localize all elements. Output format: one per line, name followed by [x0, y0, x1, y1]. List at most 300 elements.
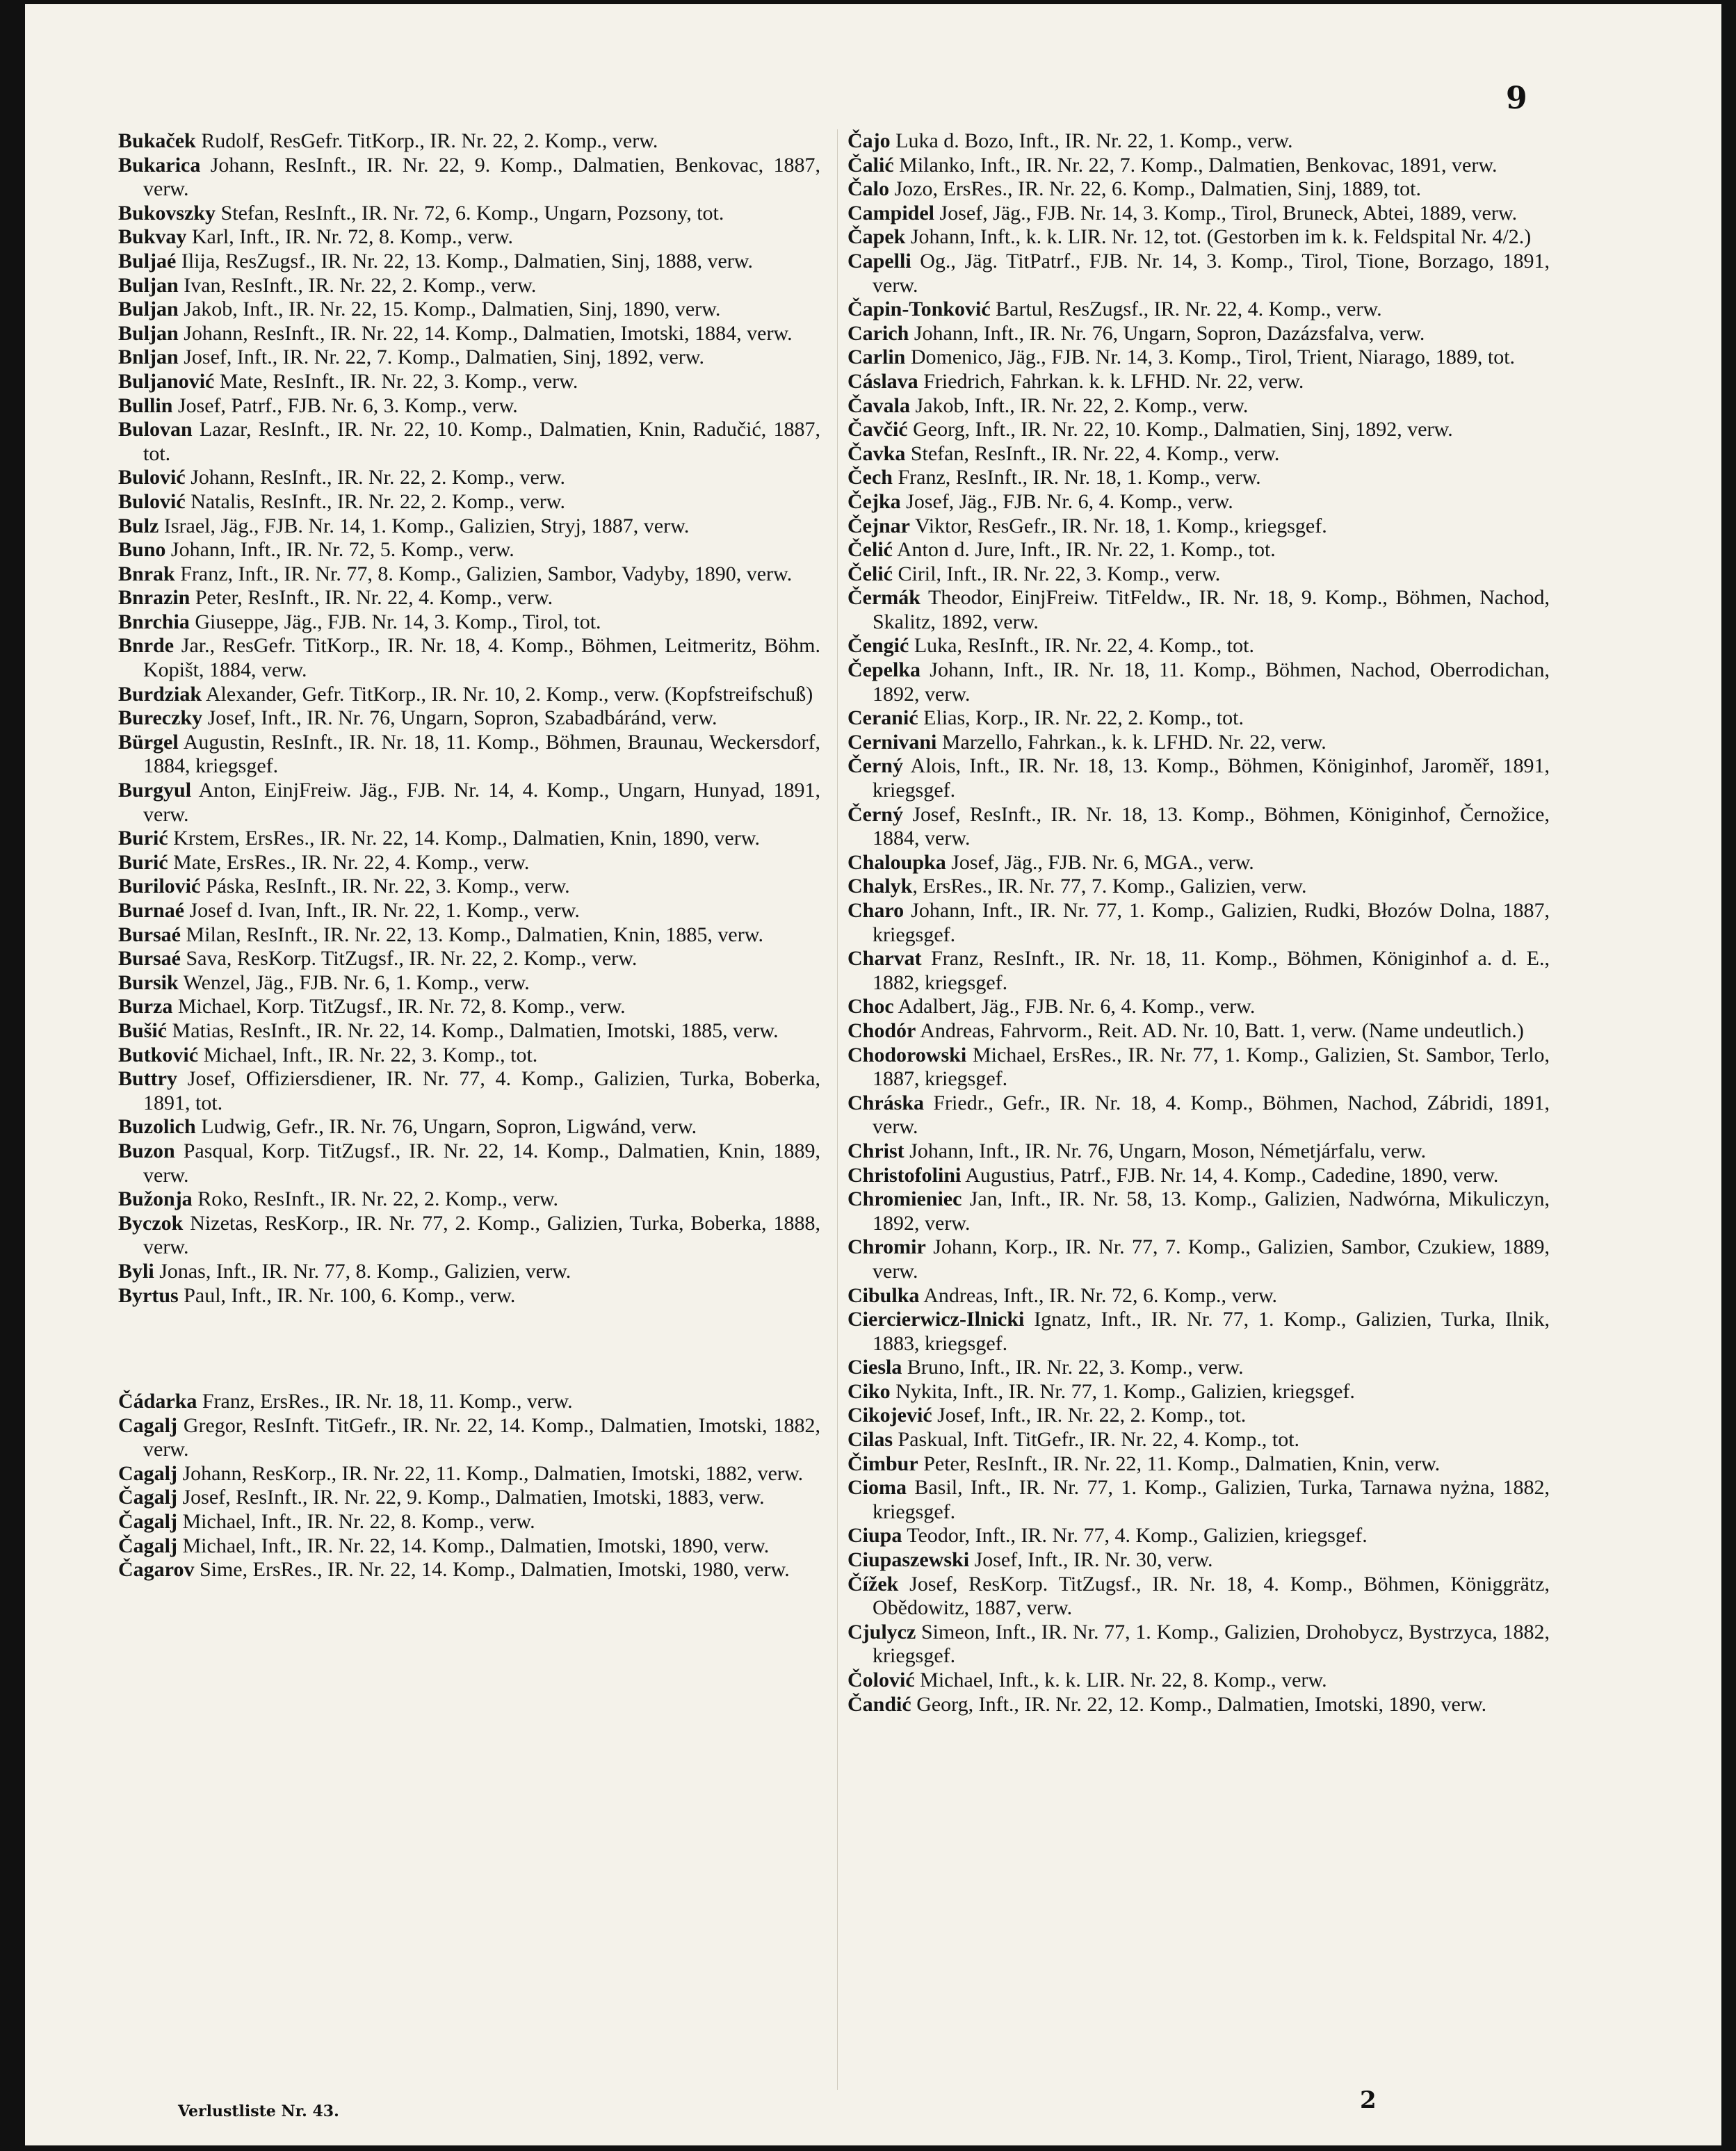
- entry-details: Michael, Inft., IR. Nr. 22, 3. Komp., tot.: [198, 1043, 538, 1066]
- entry-details: Wenzel, Jäg., FJB. Nr. 6, 1. Komp., verw.: [178, 971, 530, 994]
- entry-surname: Čádarka: [118, 1390, 197, 1413]
- casualty-entry: [847, 298, 1550, 322]
- entry-surname: Chodorowski: [847, 1043, 967, 1066]
- entry-details: Franz, ErsRes., IR. Nr. 18, 11. Komp., verw.: [197, 1390, 573, 1413]
- casualty-entry: [847, 225, 1550, 250]
- entry-details: Josef d. Ivan, Inft., IR. Nr. 22, 1. Komp., verw.: [184, 899, 580, 922]
- entry-surname: Christofolini: [847, 1163, 962, 1187]
- casualty-entry: [118, 779, 820, 827]
- entry-surname: Chodór: [847, 1018, 916, 1042]
- casualty-entry: [847, 1621, 1550, 1669]
- entry-details: Anton, EinjFreiw. Jäg., FJB. Nr. 14, 4. Komp., Ungarn, Hunyad, 1891, verw.: [143, 779, 820, 826]
- casualty-entry: [118, 1044, 820, 1068]
- entry-details: Ludwig, Gefr., IR. Nr. 76, Ungarn, Sopron, Ligwánd, verw.: [195, 1115, 697, 1139]
- entry-surname: Burza: [118, 995, 173, 1018]
- casualty-entry: [118, 322, 820, 346]
- casualty-entry: [847, 851, 1550, 875]
- entry-surname: Bnrazin: [118, 586, 190, 610]
- casualty-entry: [118, 1212, 820, 1260]
- entry-surname: Byli: [118, 1259, 154, 1283]
- entry-details: Johann, ResKorp., IR. Nr. 22, 11. Komp., Dalmatien, Imotski, 1882, verw.: [177, 1461, 804, 1485]
- scanned-page: [25, 4, 1721, 2145]
- entry-details: Ivan, ResInft., IR. Nr. 22, 2. Komp., verw.: [178, 273, 537, 297]
- entry-details: Karl, Inft., IR. Nr. 72, 8. Komp., verw.: [186, 225, 514, 249]
- entry-details: Augustin, ResInft., IR. Nr. 18, 11. Komp., Böhmen, Braunau, Weckersdorf, 1884, kriegsgef.: [143, 730, 820, 778]
- casualty-entry: [118, 1260, 820, 1284]
- entry-surname: Burić: [118, 827, 168, 850]
- footer-note: Verlustliste Nr. 43.: [178, 2102, 339, 2120]
- entry-details: Teodor, Inft., IR. Nr. 77, 4. Komp., Galizien, kriegsgef.: [902, 1524, 1368, 1548]
- entry-details: Ignatz, Inft., IR. Nr. 77, 1. Komp., Galizien, Turka, Ilnik, 1883, kriegsgef.: [873, 1308, 1550, 1355]
- entry-details: Ilija, ResZugsf., IR. Nr. 22, 13. Komp., Dalmatien, Sinj, 1888, verw.: [176, 249, 753, 273]
- casualty-entry: [118, 1534, 820, 1559]
- entry-details: Michael, Korp. TitZugsf., IR. Nr. 72, 8. Komp., verw.: [172, 995, 626, 1018]
- entry-details: Jar., ResGefr. TitKorp., IR. Nr. 18, 4. Komp., Böhmen, Leitmeritz, Böhm. Kopišt, 1884, verw.: [143, 634, 820, 682]
- casualty-entry: [118, 1558, 820, 1582]
- casualty-entry: [118, 899, 820, 923]
- entry-surname: Čagalj: [118, 1510, 177, 1534]
- casualty-entry: [847, 1235, 1550, 1283]
- entry-details: Josef, ResInft., IR. Nr. 18, 13. Komp., Böhmen, Königinhof, Černožice, 1884, verw.: [873, 802, 1550, 850]
- entry-details: Lazar, ResInft., IR. Nr. 22, 10. Komp., Dalmatien, Knin, Radučić, 1887, tot.: [143, 418, 820, 465]
- casualty-entry: [118, 154, 820, 202]
- entry-surname: Čavčić: [847, 418, 908, 441]
- entry-details: Friedr., Gefr., IR. Nr. 18, 4. Komp., Böhmen, Nachod, Zábridi, 1891, verw.: [873, 1091, 1550, 1139]
- entry-surname: Carlin: [847, 346, 906, 369]
- entry-surname: Čížek: [847, 1572, 899, 1596]
- entry-details: Josef, Jäg., FJB. Nr. 6, MGA., verw.: [946, 850, 1254, 874]
- casualty-entry: [847, 562, 1550, 587]
- entry-details: Michael, Inft., IR. Nr. 22, 14. Komp., Dalmatien, Imotski, 1890, verw.: [177, 1534, 770, 1557]
- entry-surname: Čalo: [847, 177, 889, 201]
- entry-details: Luka, ResInft., IR. Nr. 22, 4. Komp., tot.: [909, 634, 1254, 658]
- entry-details: Adalbert, Jäg., FJB. Nr. 6, 4. Komp., verw.: [893, 995, 1256, 1018]
- casualty-entry: [118, 1510, 820, 1534]
- casualty-entry: [847, 250, 1550, 298]
- entry-surname: Choc: [847, 995, 894, 1018]
- casualty-entry: [847, 1019, 1550, 1044]
- entry-details: Johann, ResInft., IR. Nr. 22, 14. Komp., Dalmatien, Imotski, 1884, verw.: [178, 321, 793, 345]
- entry-details: Friedrich, Fahrkan. k. k. LFHD. Nr. 22, verw.: [918, 369, 1304, 393]
- entry-surname: Charo: [847, 899, 904, 922]
- casualty-entry: [847, 1476, 1550, 1524]
- casualty-entry: [118, 827, 820, 851]
- entry-details: Luka d. Bozo, Inft., IR. Nr. 22, 1. Komp., verw.: [890, 129, 1293, 152]
- entry-details: Milanko, Inft., IR. Nr. 22, 7. Komp., Dalmatien, Benkovac, 1891, verw.: [893, 153, 1498, 177]
- casualty-entry: [847, 803, 1550, 851]
- casualty-entry: [847, 346, 1550, 370]
- entry-surname: Čengić: [847, 634, 909, 658]
- entry-surname: Čapin-Tonković: [847, 298, 991, 321]
- casualty-entry: [847, 899, 1550, 947]
- entry-details: Franz, Inft., IR. Nr. 77, 8. Komp., Galizien, Sambor, Vadyby, 1890, verw.: [175, 562, 793, 585]
- casualty-entry: [847, 418, 1550, 442]
- entry-surname: Ceranić: [847, 706, 918, 730]
- entry-details: Mate, ErsRes., IR. Nr. 22, 4. Komp., verw.: [168, 850, 530, 874]
- entry-details: Johann, Inft., k. k. LIR. Nr. 12, tot. (Gestorben im k. k. Feldspital Nr. 4/2.): [905, 225, 1532, 249]
- entry-surname: Chalyk: [847, 875, 913, 898]
- entry-details: Pasqual, Korp. TitZugsf., IR. Nr. 22, 14. Komp., Dalmatien, Knin, 1889, verw.: [143, 1139, 820, 1187]
- entry-surname: Butković: [118, 1043, 199, 1066]
- entry-details: Natalis, ResInft., IR. Nr. 22, 2. Komp., verw.: [185, 489, 566, 513]
- entry-details: Theodor, EinjFreiw. TitFeldw., IR. Nr. 18, 9. Komp., Böhmen, Nachod, Skalitz, 1892, verw.: [873, 586, 1550, 633]
- entry-details: Franz, ResInft., IR. Nr. 18, 1. Komp., verw.: [892, 466, 1261, 489]
- entry-surname: Čajo: [847, 129, 891, 152]
- casualty-entry: [118, 731, 820, 779]
- entry-surname: Bursik: [118, 971, 179, 994]
- casualty-entry: [118, 1139, 820, 1187]
- casualty-entry: [847, 442, 1550, 466]
- entry-surname: Bnrak: [118, 562, 175, 585]
- entry-surname: Bursaé: [118, 947, 181, 971]
- entry-surname: Černý: [847, 754, 903, 778]
- casualty-entry: [118, 1414, 820, 1462]
- entry-surname: Christ: [847, 1139, 904, 1162]
- entry-surname: Bnrchia: [118, 610, 190, 633]
- casualty-entry: [847, 1404, 1550, 1428]
- entry-surname: Čejka: [847, 489, 901, 513]
- entry-surname: Buttry: [118, 1067, 177, 1091]
- entry-details: Basil, Inft., IR. Nr. 77, 1. Komp., Galizien, Turka, Tarnawa nyżna, 1882, kriegsgef.: [873, 1476, 1550, 1523]
- entry-surname: Burnaé: [118, 899, 185, 922]
- entry-details: Jozo, ErsRes., IR. Nr. 22, 6. Komp., Dalmatien, Sinj, 1889, tot.: [889, 177, 1421, 201]
- entry-surname: Chromieniec: [847, 1187, 962, 1211]
- entry-details: Josef, Patrf., FJB. Nr. 6, 3. Komp., verw.: [172, 393, 518, 417]
- casualty-entry: [847, 1308, 1550, 1356]
- left-column: [118, 129, 820, 1582]
- casualty-entry: [847, 1452, 1550, 1477]
- entry-surname: Čagalj: [118, 1534, 177, 1557]
- entry-details: Alois, Inft., IR. Nr. 18, 13. Komp., Böhmen, Königinhof, Jaroměř, 1891, kriegsgef.: [873, 754, 1550, 802]
- casualty-entry: [847, 129, 1550, 154]
- entry-surname: Cernivani: [847, 730, 937, 754]
- entry-details: Josef, Jäg., FJB. Nr. 6, 4. Komp., verw.: [900, 489, 1233, 513]
- entry-details: Josef, Inft., IR. Nr. 30, verw.: [969, 1548, 1213, 1572]
- entry-surname: Cioma: [847, 1476, 907, 1500]
- entry-details: Jakob, Inft., IR. Nr. 22, 2. Komp., verw.: [910, 393, 1249, 417]
- casualty-entry: [847, 1428, 1550, 1452]
- casualty-entry: [847, 394, 1550, 419]
- entry-surname: Capelli: [847, 249, 911, 273]
- casualty-entry: [118, 562, 820, 587]
- entry-surname: Čelić: [847, 562, 893, 585]
- right-column: [847, 129, 1550, 1716]
- entry-details: Domenico, Jäg., FJB. Nr. 14, 3. Komp., Tirol, Trient, Niarago, 1889, tot.: [905, 346, 1516, 369]
- casualty-entry: [118, 875, 820, 899]
- entry-details: Rudolf, ResGefr. TitKorp., IR. Nr. 22, 2. Komp., verw.: [195, 129, 658, 152]
- entry-surname: Cibulka: [847, 1283, 920, 1307]
- entry-surname: Bukvay: [118, 225, 187, 249]
- entry-surname: Bulović: [118, 466, 186, 489]
- entry-surname: Cagalj: [118, 1461, 177, 1485]
- entry-surname: Čolović: [847, 1669, 915, 1691]
- casualty-entry: [847, 154, 1550, 178]
- casualty-entry: [847, 1669, 1550, 1693]
- entry-surname: Bukarica: [118, 153, 201, 177]
- entry-details: Gregor, ResInft. TitGefr., IR. Nr. 22, 14. Komp., Dalmatien, Imotski, 1882, verw.: [143, 1413, 820, 1461]
- entry-surname: Burdziak: [118, 682, 202, 706]
- casualty-entry: [847, 1091, 1550, 1139]
- casualty-entry: [118, 274, 820, 298]
- entry-details: Michael, ErsRes., IR. Nr. 77, 1. Komp., Galizien, St. Sambor, Terlo, 1887, kriegsgef.: [873, 1043, 1550, 1091]
- casualty-entry: [847, 177, 1550, 202]
- casualty-entry: [847, 466, 1550, 490]
- casualty-entry: [847, 1164, 1550, 1188]
- entry-surname: Buljan: [118, 321, 179, 345]
- entry-details: Georg, Inft., IR. Nr. 22, 12. Komp., Dalmatien, Imotski, 1890, verw.: [911, 1692, 1487, 1716]
- casualty-entry: [847, 370, 1550, 394]
- casualty-entry: [118, 466, 820, 490]
- entry-details: Ciril, Inft., IR. Nr. 22, 3. Komp., verw.: [892, 562, 1221, 585]
- entry-surname: Čavka: [847, 441, 906, 465]
- entry-details: Georg, Inft., IR. Nr. 22, 10. Komp., Dalmatien, Sinj, 1892, verw.: [907, 418, 1453, 441]
- entry-details: Johann, Korp., IR. Nr. 77, 7. Komp., Galizien, Sambor, Czukiew, 1889, verw.: [873, 1235, 1550, 1283]
- entry-details: Milan, ResInft., IR. Nr. 22, 13. Komp., Dalmatien, Knin, 1885, verw.: [181, 923, 763, 946]
- entry-details: Stefan, ResInft., IR. Nr. 22, 4. Komp., verw.: [905, 441, 1280, 465]
- entry-surname: Buljan: [118, 298, 179, 321]
- casualty-entry: [847, 1693, 1550, 1717]
- casualty-entry: [847, 1187, 1550, 1235]
- casualty-entry: [847, 514, 1550, 539]
- entry-details: Matias, ResInft., IR. Nr. 22, 14. Komp., Dalmatien, Imotski, 1885, verw.: [167, 1018, 779, 1042]
- entry-surname: Bukovszky: [118, 201, 216, 225]
- entry-surname: Carich: [847, 321, 909, 345]
- entry-details: Johann, Inft., IR. Nr. 76, Ungarn, Sopron, Dazázsfalva, verw.: [909, 321, 1425, 345]
- casualty-entry: [118, 298, 820, 322]
- casualty-entry: [847, 1139, 1550, 1164]
- casualty-entry: [847, 538, 1550, 562]
- entry-surname: Čermák: [847, 586, 920, 610]
- casualty-entry: [847, 1044, 1550, 1091]
- entry-surname: Bnrde: [118, 634, 175, 658]
- entry-surname: Buljan: [118, 273, 179, 297]
- entry-surname: Charvat: [847, 947, 922, 971]
- entry-details: Johann, ResInft., IR. Nr. 22, 2. Komp., verw.: [185, 466, 566, 489]
- entry-details: Alexander, Gefr. TitKorp., IR. Nr. 10, 2. Komp., verw. (Kopfstreifschuß): [202, 682, 813, 706]
- entry-details: Michael, Inft., k. k. LIR. Nr. 22, 8. Komp., verw.: [914, 1669, 1327, 1691]
- casualty-entry: [118, 851, 820, 875]
- entry-details: Páska, ResInft., IR. Nr. 22, 3. Komp., verw.: [200, 875, 570, 898]
- casualty-entry: [118, 947, 820, 971]
- entry-details: Josef, Inft., IR. Nr. 22, 2. Komp., tot.: [932, 1404, 1247, 1427]
- entry-details: Jonas, Inft., IR. Nr. 77, 8. Komp., Galizien, verw.: [154, 1259, 571, 1283]
- entry-details: Johann, Inft., IR. Nr. 76, Ungarn, Moson, Németjárfalu, verw.: [904, 1139, 1427, 1162]
- entry-details: Jakob, Inft., IR. Nr. 22, 15. Komp., Dalmatien, Sinj, 1890, verw.: [178, 298, 721, 321]
- entry-details: Elias, Korp., IR. Nr. 22, 2. Komp., tot.: [918, 706, 1244, 730]
- casualty-entry: [847, 995, 1550, 1019]
- casualty-entry: [118, 683, 820, 707]
- entry-surname: Cjulycz: [847, 1620, 916, 1643]
- entry-surname: Ciupaszewski: [847, 1548, 970, 1572]
- casualty-entry: [118, 1019, 820, 1044]
- entry-details: Stefan, ResInft., IR. Nr. 72, 6. Komp., Ungarn, Pozsony, tot.: [216, 201, 724, 225]
- casualty-entry: [118, 225, 820, 250]
- entry-details: Peter, ResInft., IR. Nr. 22, 11. Komp., Dalmatien, Knin, verw.: [918, 1452, 1441, 1475]
- entry-details: Marzello, Fahrkan., k. k. LFHD. Nr. 22, verw.: [936, 730, 1327, 754]
- entry-surname: Čelić: [847, 538, 893, 562]
- entry-surname: Buzon: [118, 1139, 175, 1162]
- entry-surname: Čalić: [847, 153, 894, 177]
- entry-surname: Ciupa: [847, 1524, 902, 1548]
- entry-details: Roko, ResInft., IR. Nr. 22, 2. Komp., verw.: [192, 1187, 559, 1211]
- entry-details: Josef, Offiziersdiener, IR. Nr. 77, 4. Komp., Galizien, Turka, Boberka, 1891, tot.: [143, 1067, 820, 1114]
- entry-surname: Čapek: [847, 225, 906, 249]
- casualty-entry: [118, 490, 820, 514]
- casualty-entry: [847, 634, 1550, 658]
- entry-surname: Buljaé: [118, 249, 177, 273]
- entry-surname: Čavala: [847, 393, 910, 417]
- casualty-entry: [847, 658, 1550, 706]
- entry-details: Andreas, Fahrvorm., Reit. AD. Nr. 10, Batt. 1, verw. (Name undeutlich.): [916, 1018, 1524, 1042]
- casualty-entry: [847, 586, 1550, 634]
- casualty-entry: [847, 754, 1550, 802]
- entry-details: Anton d. Jure, Inft., IR. Nr. 22, 1. Komp., tot.: [892, 538, 1276, 562]
- entry-details: Johann, Inft., IR. Nr. 18, 11. Komp., Böhmen, Nachod, Oberrodichan, 1892, verw.: [873, 658, 1550, 706]
- sheet-signature: 2: [1360, 2086, 1377, 2114]
- entry-details: Paul, Inft., IR. Nr. 100, 6. Komp., verw.: [178, 1283, 516, 1307]
- casualty-entry: [847, 1356, 1550, 1380]
- casualty-entry: [118, 923, 820, 948]
- casualty-entry: [847, 947, 1550, 995]
- casualty-entry: [118, 418, 820, 466]
- entry-surname: Byrtus: [118, 1283, 179, 1307]
- entry-surname: Bulović: [118, 489, 186, 513]
- entry-surname: Ciko: [847, 1379, 891, 1403]
- entry-details: Nizetas, ResKorp., IR. Nr. 77, 2. Komp., Galizien, Turka, Boberka, 1888, verw.: [143, 1211, 820, 1259]
- entry-details: Andreas, Inft., IR. Nr. 72, 6. Komp., verw.: [919, 1283, 1278, 1307]
- casualty-entry: [847, 875, 1550, 899]
- casualty-entry: [118, 995, 820, 1019]
- casualty-entry: [847, 1548, 1550, 1573]
- entry-surname: Chromir: [847, 1235, 926, 1259]
- entry-details: Paskual, Inft. TitGefr., IR. Nr. 22, 4. Komp., tot.: [893, 1428, 1300, 1452]
- casualty-entry: [118, 370, 820, 394]
- casualty-entry: [847, 706, 1550, 731]
- column-divider: [837, 129, 838, 2090]
- entry-surname: Cilas: [847, 1428, 893, 1452]
- entry-surname: Burgyul: [118, 779, 192, 802]
- entry-surname: Bullin: [118, 393, 173, 417]
- entry-details: Michael, Inft., IR. Nr. 22, 8. Komp., verw.: [177, 1510, 535, 1534]
- entry-details: Peter, ResInft., IR. Nr. 22, 4. Komp., verw.: [190, 586, 553, 610]
- entry-surname: Bužonja: [118, 1187, 193, 1211]
- entry-surname: Bnljan: [118, 346, 179, 369]
- entry-details: Johann, ResInft., IR. Nr. 22, 9. Komp., Dalmatien, Benkovac, 1887, verw.: [143, 153, 820, 201]
- entry-details: Franz, ResInft., IR. Nr. 18, 11. Komp., Böhmen, Königinhof a. d. E., 1882, kriegsgef.: [873, 947, 1550, 994]
- entry-details: Augustius, Patrf., FJB. Nr. 14, 4. Komp., Cadedine, 1890, verw.: [961, 1163, 1499, 1187]
- entry-details: Josef, ResKorp. TitZugsf., IR. Nr. 18, 4. Komp., Böhmen, Königgrätz, Obědowitz, 1887, verw.: [873, 1572, 1550, 1620]
- entry-details: Josef, Inft., IR. Nr. 76, Ungarn, Sopron, Szabadbáránd, verw.: [202, 706, 717, 730]
- entry-surname: Buljanović: [118, 369, 215, 393]
- entry-details: Giuseppe, Jäg., FJB. Nr. 14, 3. Komp., Tirol, tot.: [189, 610, 601, 633]
- casualty-entry: [847, 731, 1550, 755]
- entry-surname: Bureczky: [118, 706, 203, 730]
- casualty-entry: [847, 1524, 1550, 1548]
- casualty-entry: [118, 538, 820, 562]
- entry-details: , ErsRes., IR. Nr. 77, 7. Komp., Galizien, verw.: [912, 875, 1307, 898]
- entry-surname: Chráska: [847, 1091, 925, 1114]
- entry-details: Josef, ResInft., IR. Nr. 22, 9. Komp., Dalmatien, Imotski, 1883, verw.: [177, 1486, 765, 1509]
- entry-details: Josef, Jäg., FJB. Nr. 14, 3. Komp., Tirol, Bruneck, Abtei, 1889, verw.: [934, 201, 1518, 225]
- casualty-entry: [118, 1486, 820, 1510]
- entry-surname: Bursaé: [118, 923, 181, 946]
- casualty-entry: [118, 514, 820, 539]
- casualty-entry: [847, 1573, 1550, 1621]
- entry-details: Bartul, ResZugsf., IR. Nr. 22, 4. Komp., verw.: [990, 298, 1382, 321]
- casualty-entry: [118, 1284, 820, 1308]
- entry-surname: Ciesla: [847, 1356, 902, 1379]
- entry-details: Og., Jäg. TitPatrf., FJB. Nr. 14, 3. Komp., Tirol, Tione, Borzago, 1891, verw.: [873, 249, 1550, 297]
- entry-surname: Čech: [847, 466, 893, 489]
- entry-surname: Buzolich: [118, 1115, 196, 1139]
- entry-surname: Bürgel: [118, 730, 179, 754]
- entry-details: Mate, ResInft., IR. Nr. 22, 3. Komp., verw.: [214, 369, 578, 393]
- entry-details: Israel, Jäg., FJB. Nr. 14, 1. Komp., Galizien, Stryj, 1887, verw.: [159, 514, 690, 537]
- entry-surname: Bulovan: [118, 418, 193, 441]
- casualty-entry: [118, 346, 820, 370]
- entry-details: Johann, Inft., IR. Nr. 77, 1. Komp., Galizien, Rudki, Błozów Dolna, 1887, kriegsgef.: [873, 899, 1550, 946]
- casualty-entry: [847, 322, 1550, 346]
- entry-surname: Campidel: [847, 201, 935, 225]
- casualty-entry: [118, 1067, 820, 1115]
- casualty-entry: [118, 1462, 820, 1486]
- entry-surname: Cagalj: [118, 1413, 177, 1437]
- casualty-entry: [847, 490, 1550, 514]
- entry-details: Bruno, Inft., IR. Nr. 22, 3. Komp., verw.: [902, 1356, 1244, 1379]
- casualty-entry: [118, 610, 820, 635]
- entry-surname: Ciercierwicz-Ilnicki: [847, 1308, 1025, 1331]
- page-number: 9: [1506, 81, 1527, 116]
- casualty-entry: [118, 250, 820, 274]
- entry-surname: Bukaček: [118, 129, 196, 152]
- casualty-entry: [118, 394, 820, 419]
- entry-surname: Cáslava: [847, 369, 918, 393]
- entry-details: Jan, Inft., IR. Nr. 58, 13. Komp., Galizien, Nadwórna, Mikuliczyn, 1892, verw.: [873, 1187, 1550, 1235]
- casualty-entry: [118, 1390, 820, 1414]
- casualty-entry: [118, 129, 820, 154]
- casualty-entry: [118, 1187, 820, 1212]
- casualty-entry: [118, 634, 820, 682]
- casualty-entry: [118, 706, 820, 731]
- entry-details: Nykita, Inft., IR. Nr. 77, 1. Komp., Galizien, kriegsgef.: [890, 1379, 1355, 1403]
- casualty-entry: [118, 971, 820, 996]
- casualty-entry: [847, 1284, 1550, 1308]
- entry-surname: Čandić: [847, 1692, 911, 1716]
- entry-details: Simeon, Inft., IR. Nr. 77, 1. Komp., Galizien, Drohobycz, Bystrzyca, 1882, kriegsgef.: [873, 1620, 1550, 1668]
- entry-surname: Buno: [118, 538, 166, 562]
- entry-details: Viktor, ResGefr., IR. Nr. 18, 1. Komp., kriegsgef.: [909, 514, 1327, 537]
- entry-surname: Bulz: [118, 514, 159, 537]
- entry-surname: Byczok: [118, 1211, 184, 1235]
- entry-surname: Bušić: [118, 1018, 168, 1042]
- entry-surname: Čimbur: [847, 1452, 918, 1475]
- casualty-entry: [847, 1380, 1550, 1404]
- entry-surname: Čagalj: [118, 1486, 177, 1509]
- entry-surname: Čejnar: [847, 514, 910, 537]
- casualty-entry: [118, 1115, 820, 1139]
- entry-surname: Cikojević: [847, 1404, 932, 1427]
- entry-surname: Černý: [847, 802, 903, 826]
- entry-surname: Čagarov: [118, 1558, 195, 1582]
- casualty-entry: [118, 586, 820, 610]
- entry-surname: Chaloupka: [847, 850, 946, 874]
- entry-details: Johann, Inft., IR. Nr. 72, 5. Komp., verw.: [165, 538, 514, 562]
- entry-details: Josef, Inft., IR. Nr. 22, 7. Komp., Dalmatien, Sinj, 1892, verw.: [178, 346, 705, 369]
- casualty-entry: [118, 202, 820, 226]
- entry-details: Krstem, ErsRes., IR. Nr. 22, 14. Komp., Dalmatien, Knin, 1890, verw.: [168, 827, 760, 850]
- entry-surname: Čepelka: [847, 658, 920, 682]
- entry-surname: Burilović: [118, 875, 201, 898]
